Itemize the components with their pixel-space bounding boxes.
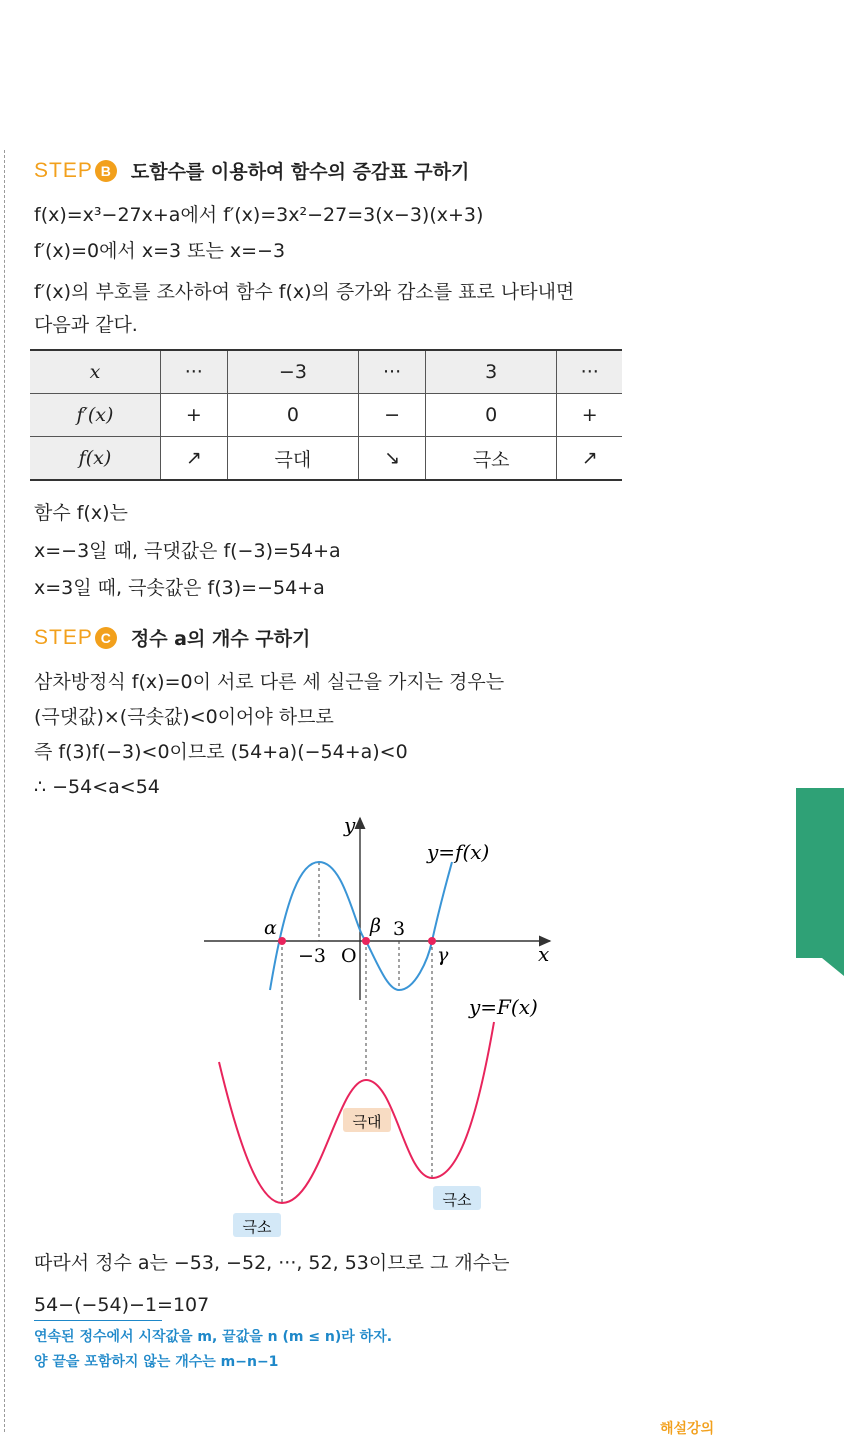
cubic-condition-line: 삼차방정식 f(x)=0이 서로 다른 세 실근을 가지는 경우는 [34,671,505,693]
root-gamma-dot [428,937,436,945]
step-c-badge: C [95,627,117,649]
tick-label-neg3: −3 [298,945,327,967]
step-b-title: 도함수를 이용하여 함수의 증감표 구하기 [130,161,470,183]
table-header-cell: 3 [425,350,557,394]
alpha-label: α [264,917,277,939]
root-beta-dot [362,937,370,945]
table-cell: + [160,394,227,437]
local-min-tag: 극소 [242,1218,272,1236]
table-cell: ↗ [557,437,622,481]
conclusion-line: 따라서 정수 a는 −53, −52, ···, 52, 53이므로 그 개수는 [34,1252,510,1274]
table-header-cell: ··· [160,350,227,394]
table-row-label: f′(x) [30,394,160,437]
table-header-cell: −3 [227,350,359,394]
derivative-line: f(x)=x³−27x+a에서 f′(x)=3x²−27=3(x−3)(x+3) [34,204,484,226]
root-alpha-dot [278,937,286,945]
inequality-line: 즉 f(3)f(−3)<0이므로 (54+a)(−54+a)<0 [34,741,408,763]
table-header-cell: ··· [557,350,622,394]
table-row-label: f(x) [30,437,160,481]
curve-f [270,862,452,990]
curve-F-label: y=F(x) [469,995,538,1019]
answer-line: 54−(−54)−1=107 [34,1294,210,1316]
local-min-line: x=3일 때, 극솟값은 f(3)=−54+a [34,577,325,599]
step-c-title: 정수 a의 개수 구하기 [130,628,311,650]
range-line: ∴ −54<a<54 [34,776,160,798]
local-max-tag: 극대 [352,1113,382,1131]
step-c-label: STEP [34,625,93,649]
local-min-tag-2: 극소 [442,1191,472,1209]
gamma-label: γ [437,944,449,966]
table-cell: 극소 [425,437,557,481]
curve-f-label: y=f(x) [427,840,490,864]
answer-underline [34,1320,162,1321]
table-cell: − [359,394,426,437]
sign-analysis-line-2: 다음과 같다. [34,314,138,336]
origin-label: O [341,945,357,967]
tip-note-1: 연속된 정수에서 시작값을 m, 끝값을 n (m ≤ n)라 하자. [34,1329,393,1345]
footer-lecture-label: 해설강의 [660,1421,715,1437]
table-cell: 0 [425,394,557,437]
table-cell: ↘ [359,437,426,481]
tick-label-3: 3 [393,918,406,940]
function-intro-line: 함수 f(x)는 [34,502,128,524]
local-max-line: x=−3일 때, 극댓값은 f(−3)=54+a [34,540,341,562]
table-cell: ↗ [160,437,227,481]
table-header-cell: ··· [359,350,426,394]
table-header-cell: x [30,350,160,394]
table-cell: 0 [227,394,359,437]
sign-analysis-line: f′(x)의 부호를 조사하여 함수 f(x)의 증가와 감소를 표로 나타내면 [34,281,575,303]
critical-points-line: f′(x)=0에서 x=3 또는 x=−3 [34,240,286,262]
y-axis-label: y [344,813,356,837]
table-cell: 극대 [227,437,359,481]
beta-label: β [370,915,381,937]
step-b-badge: B [95,160,117,182]
product-condition-line: (극댓값)×(극솟값)<0이어야 하므로 [34,706,334,728]
x-axis-label: x [538,942,550,966]
step-b-label: STEP [34,158,93,182]
tip-note-2: 양 끝을 포함하지 않는 개수는 m−n−1 [34,1354,279,1370]
table-cell: + [557,394,622,437]
